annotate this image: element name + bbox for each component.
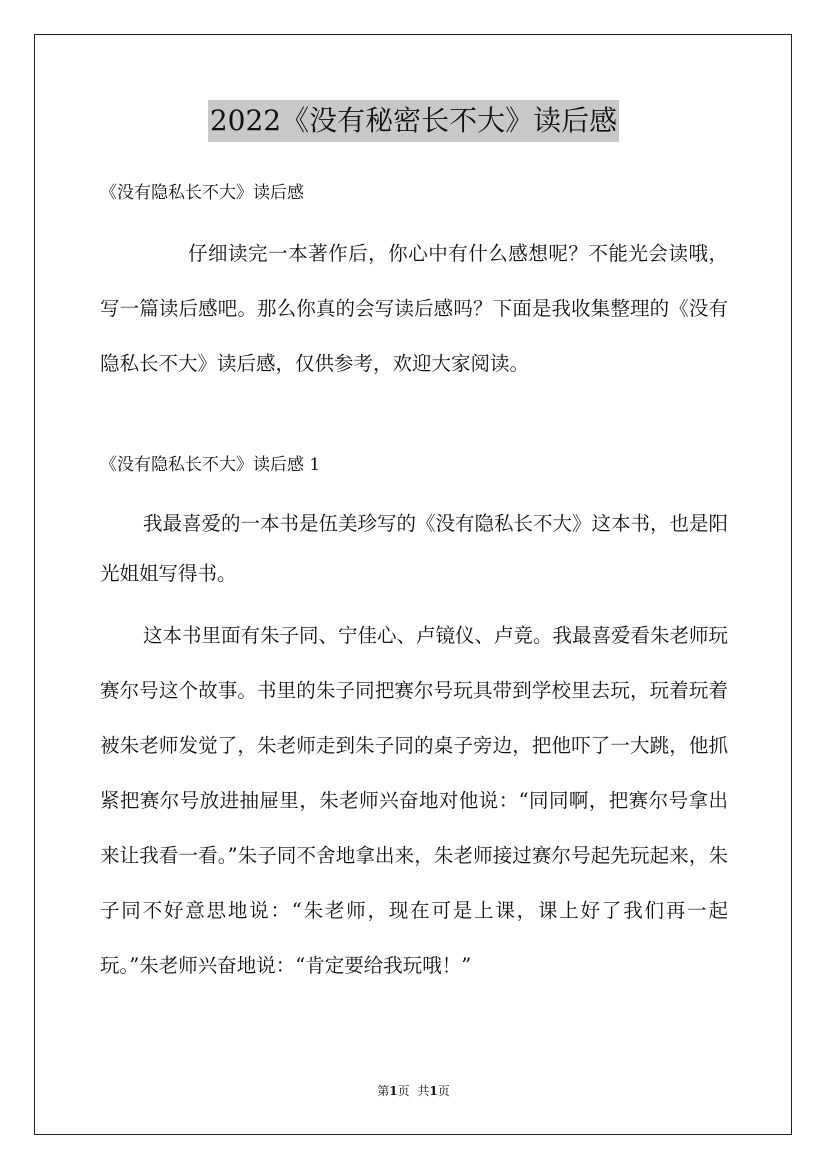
page-number: 1 bbox=[389, 1084, 398, 1098]
section-heading: 《没有隐私长不大》读后感 1 bbox=[100, 455, 321, 475]
total-prefix: 共 bbox=[417, 1084, 430, 1098]
page-label-prefix: 第 bbox=[377, 1084, 390, 1098]
body-paragraph-2: 这本书里面有朱子同、宁佳心、卢镜仪、卢竟。我最喜爱看朱老师玩赛尔号这个故事。书里的朱子同把赛尔号玩具带到学校里去玩，玩着玩着被朱老师发觉了，朱老师走到朱子同的桌子旁边，把他吓了一大跳，他抓紧把赛尔号放进抽屉里，朱老师兴奋地对他说：“同同啊，把赛尔号拿出来让我看一看。”朱子同不舍地拿出来，朱老师接过赛尔号起先玩起来，朱子同不好意思地说：“朱老师，现在可是上课，课上好了我们再一起玩。”朱老师兴奋地说：“肯定要给我玩哦！” bbox=[100, 624, 729, 977]
document-title: 2022《没有秘密长不大》读后感 bbox=[208, 100, 619, 142]
total-suffix: 页 bbox=[437, 1084, 450, 1098]
document-subtitle: 《没有隐私长不大》读后感 bbox=[100, 183, 304, 203]
page-label-suffix: 页 bbox=[397, 1084, 410, 1098]
intro-paragraph: 仔细读完一本著作后，你心中有什么感想呢？不能光会读哦，写一篇读后感吧。那么你真的会写读后感吗？下面是我收集整理的《没有隐私长不大》读后感，仅供参考，欢迎大家阅读。 bbox=[100, 242, 728, 375]
total-pages: 1 bbox=[429, 1084, 438, 1098]
title-container bbox=[0, 100, 827, 142]
body-paragraph-1: 我最喜爱的一本书是伍美珍写的《没有隐私长不大》这本书，也是阳光姐姐写得书。 bbox=[100, 512, 729, 585]
page-footer bbox=[0, 1083, 827, 1099]
